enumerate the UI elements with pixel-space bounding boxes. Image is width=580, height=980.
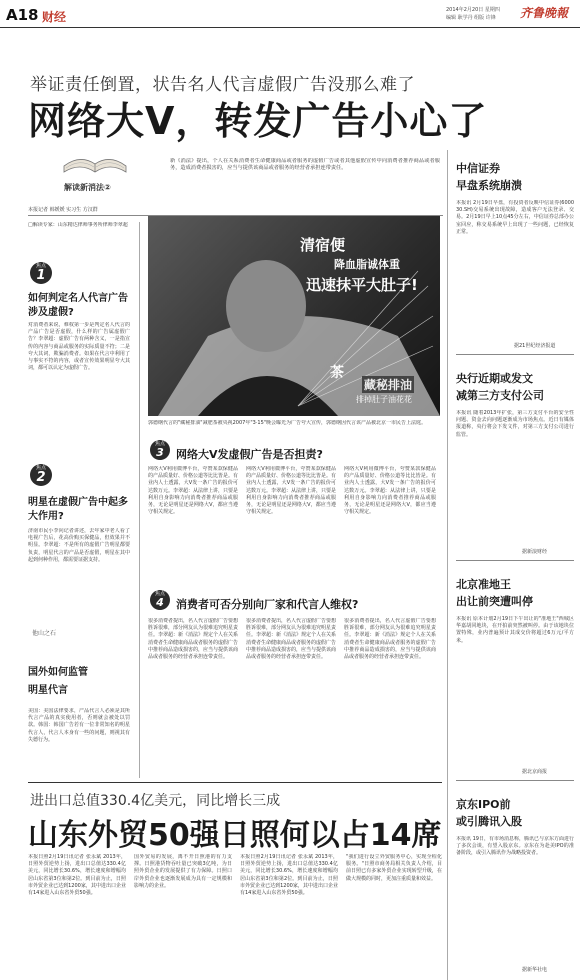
focus-badge-3: 焦点 3 bbox=[150, 440, 170, 460]
bottom-body-2: 国外贸易的发展，离不开日照港的有力支撑。日照港货物吞吐量已突破3亿吨，为日照外贸企业的发展提供了有力保障。日照口岸外贸企业也逐渐发展成为具有一定规模和影响力的企业。 bbox=[134, 854, 232, 889]
ad-slogan: 排掉肚子油花花 bbox=[356, 395, 412, 404]
sidebar-title-4: 京东IPO前 或引腾讯入股 bbox=[456, 798, 522, 828]
focus-body-4a: 很多消费者提出，名人代言虚假广告要想胜诉很难，部分网友认为很难追究明星责任。李翠超：新《消法》规定个人在关系消费者生命健康商品或者服务的虚假广告中推荐商品造成损害的，应当与提供该商品或者服务的经营者承担连带责任。 bbox=[148, 618, 238, 661]
focus-title-2: 明星在虚假广告中起多大作用? bbox=[28, 497, 128, 522]
focus-body-3a: 网络大V利用微博平台，夸赞某款保健品的产品质量好、价格公道等比比皆是。有业内人士透露，大V发一条广告的报价可达数万元。李翠超：从法律上讲，只要是利用自身影响力向消费者推荐商品或服务，无论是明星还是网络大V，都应当遵守相关规定。 bbox=[148, 466, 238, 516]
sidebar-body-4: 本报讯 19日，有市场消息称，腾讯已与京东方面进行了多次会谈，有望入股京东。京东在为赴美IPO的准备阶段，或引入腾讯作为战略投资者。 bbox=[456, 836, 574, 857]
bottom-kicker: 进出口总值330.4亿美元，同比增长三成 bbox=[30, 793, 281, 809]
sidebar-title-2: 央行近期或发文 减第三方支付公司 bbox=[456, 372, 544, 402]
page-header bbox=[0, 0, 580, 28]
book-icon bbox=[60, 146, 130, 178]
page-number: A18 bbox=[6, 6, 39, 24]
book-label: 解读新消法② bbox=[64, 183, 111, 192]
focus-body-3b: 网络大V利用微博平台，夸赞某款保健品的产品质量好、价格公道等比比皆是。有业内人士透露，大V发一条广告的报价可达数万元。李翠超：从法律上讲，只要是利用自身影响力向消费者推荐商品或服务，无论是明星还是网络大V，都应当遵守相关规定。 bbox=[246, 466, 336, 516]
column-tag: 他山之石 bbox=[32, 630, 57, 637]
sidebar-title-1: 中信证券 早盘系统崩溃 bbox=[456, 162, 522, 192]
header-rule bbox=[0, 27, 580, 28]
sidebar-rule-3 bbox=[456, 780, 574, 781]
sidebar-credit-1: 据21世纪经济报道 bbox=[514, 343, 556, 349]
bottom-headline: 山东外贸50强日照何以占14席 bbox=[28, 818, 442, 853]
sidebar-rule-1 bbox=[456, 354, 574, 355]
focus-badge-2: 焦点 2 bbox=[30, 464, 52, 486]
right-col-divider bbox=[447, 150, 448, 980]
column-title: 国外如何监管 明星代言 bbox=[28, 667, 88, 696]
sidebar-body-2: 本报讯 随着2013年扩张，第三方支付平台的安全性问题、资金去向问题逐渐成为市场焦点。近日有媒体报道称，央行将会下发文件，对第三方支付公司进行监管。 bbox=[456, 410, 574, 438]
byline: 本报记者 韩媛媛 实习生 方汉群 bbox=[28, 207, 98, 213]
paper-logo: 齐鲁晚報 bbox=[520, 6, 569, 20]
focus-body-4c: 很多消费者提出，名人代言虚假广告要想胜诉很难，部分网友认为很难追究明星责任。李翠超：新《消法》规定个人在关系消费者生命健康商品或者服务的虚假广告中推荐商品造成损害的，应当与提供该商品或者服务的经营者承担连带责任。 bbox=[344, 618, 436, 661]
column-body: 美国：美国法律要求，产品代言人必须是其所代言产品的真实使用者，否则就会被处以罚款。韩国：韩国广告若有一位非常知名的明星代言人，代言人本身有一些的问题，则视其有失德行为。 bbox=[28, 708, 130, 743]
bottom-body-1: 本报日照2月19日讯记者 张永斌 2013年，日照外贸逆势上扬，进出口总值达330.4亿美元，同比增长30.6%，增长速度和增幅均居山东省第3位和第2位。到目前为止，日照市外贸企业已达到1200家，其中进出口企业有14家进入山东省外贸50强。 bbox=[28, 854, 126, 897]
left-col-divider bbox=[139, 222, 140, 778]
focus-title-3: 网络大V发虚假广告是否担责? bbox=[176, 448, 323, 461]
sidebar-credit-2: 据新浪财经 bbox=[522, 549, 548, 555]
focus-body-2: 济南市民小李向记者讲述，去年家中老人看了电视广告后，花高价购买保健品，但效果并不明显。李翠超：不是所有的虚假广告明星都要负责，明星代言的产品是否虚假，明星在其中起到何种作用，都需要证据支持。 bbox=[28, 528, 130, 563]
date-line: 2014年2月20日 星期四 bbox=[446, 7, 500, 13]
lead-headline: 网络大V，转发广告小心了 bbox=[28, 99, 488, 143]
lead-kicker: 举证责任倒置，状告名人代言虚假广告没那么难了 bbox=[30, 75, 415, 95]
bottom-rule bbox=[28, 782, 442, 783]
ad-photo bbox=[148, 216, 440, 416]
ad-text-2: 降血脂诚体重 bbox=[334, 258, 400, 271]
focus-badge-4: 焦点 4 bbox=[150, 590, 170, 610]
photo-caption: 郭德纲代言的"藏秘排油"减肥茶被央视2007年"3·15"晚会曝光为广告夸大宣传，郭德纲因代言该产品被北京一市民告上法庭。 bbox=[148, 420, 427, 426]
focus-body-3c: 网络大V利用微博平台，夸赞某款保健品的产品质量好、价格公道等比比皆是。有业内人士透露，大V发一条广告的报价可达数万元。李翠超：从法律上讲，只要是利用自身影响力向消费者推荐商品或服务，无论是明星还是网络大V，都应当遵守相关规定。 bbox=[344, 466, 436, 516]
sidebar-credit-3: 据北京商报 bbox=[522, 769, 548, 775]
column-box bbox=[28, 624, 130, 774]
sidebar-credit-4: 据新华社电 bbox=[522, 967, 548, 973]
lead-intro: 新《消法》提出，个人在关系消费者生命健康商品或者服务的虚假广告或者其他虚假宣传中向消费者推荐商品或者服务，造成消费者损害的，应当与提供该商品或者服务的经营者承担连带责任。 bbox=[170, 158, 440, 172]
sidebar-body-1: 本报讯 2月19日早盘，有投资者反映中信证券(600030.SH)交易系统出现故障，造成客户无法登录、交易。2月19日早上10点45分左右，中信证券总部办公室回应，称交易系统早上出现了一些问题，已经恢复正常。 bbox=[456, 200, 574, 235]
sidebar-title-3: 北京准地王 出让前突遭叫停 bbox=[456, 578, 533, 608]
focus-badge-1: 焦点 1 bbox=[30, 262, 52, 284]
ad-text-3: 迅速抹平大肚子! bbox=[306, 276, 418, 294]
sidebar-rule-2 bbox=[456, 560, 574, 561]
ad-brand: 藏秘排油 bbox=[364, 378, 413, 392]
ad-text-1: 清宿便 bbox=[300, 236, 346, 254]
expert-note: □解读专家：山东精达律师事务所律师李翠超 bbox=[28, 222, 128, 228]
sidebar-body-3: 本报讯 原本计划2月19日下午出让的"准地王"西城区华嘉胡同地块，在开拍前突然被叫停。由于该地块位置特殊，业内普遍预计其成交价将超过6万元/平方米。 bbox=[456, 616, 574, 644]
focus-title-4: 消费者可否分别向厂家和代言人维权? bbox=[176, 598, 359, 611]
bottom-body-4: "我们进行设立外贸服务中心，实现全程化服务。"日照市商务局相关负责人介绍，目前日照已有多家外贸企业实现转型升级，在做大规模的同时，更加注重质量和效益。 bbox=[346, 854, 442, 882]
focus-body-1: 对消费者来说，难权第一步是判定名人代言的产品广告是否虚假，什么样的广告属虚假广告？李翠超：虚假广告有两种含义，一是指宣传的内容与商品或服务的实际质量不符；二是夸大其词，欺骗消费者。如果在代言中利用了与事实不符的内容，或者宣传效果明显夸大其词，都可以认定为虚假广告。 bbox=[28, 322, 130, 372]
focus-title-1: 如何判定名人代言广告涉及虚假? bbox=[28, 293, 128, 318]
section-name: 财经 bbox=[42, 10, 67, 24]
editor-line: 编辑 耿学丹 组版 许锋 bbox=[446, 15, 496, 21]
ad-tea-char: 茶 bbox=[330, 365, 344, 381]
bottom-body-3: 本报日照2月19日讯记者 张永斌 2013年，日照外贸逆势上扬，进出口总值达330.4亿美元，同比增长30.6%，增长速度和增幅均居山东省第3位和第2位。到目前为止，日照市外贸企业已达到1200家，其中进出口企业有14家进入山东省外贸50强。 bbox=[240, 854, 338, 897]
focus-body-4b: 很多消费者提出，名人代言虚假广告要想胜诉很难，部分网友认为很难追究明星责任。李翠超：新《消法》规定个人在关系消费者生命健康商品或者服务的虚假广告中推荐商品造成损害的，应当与提供该商品或者服务的经营者承担连带责任。 bbox=[246, 618, 336, 661]
